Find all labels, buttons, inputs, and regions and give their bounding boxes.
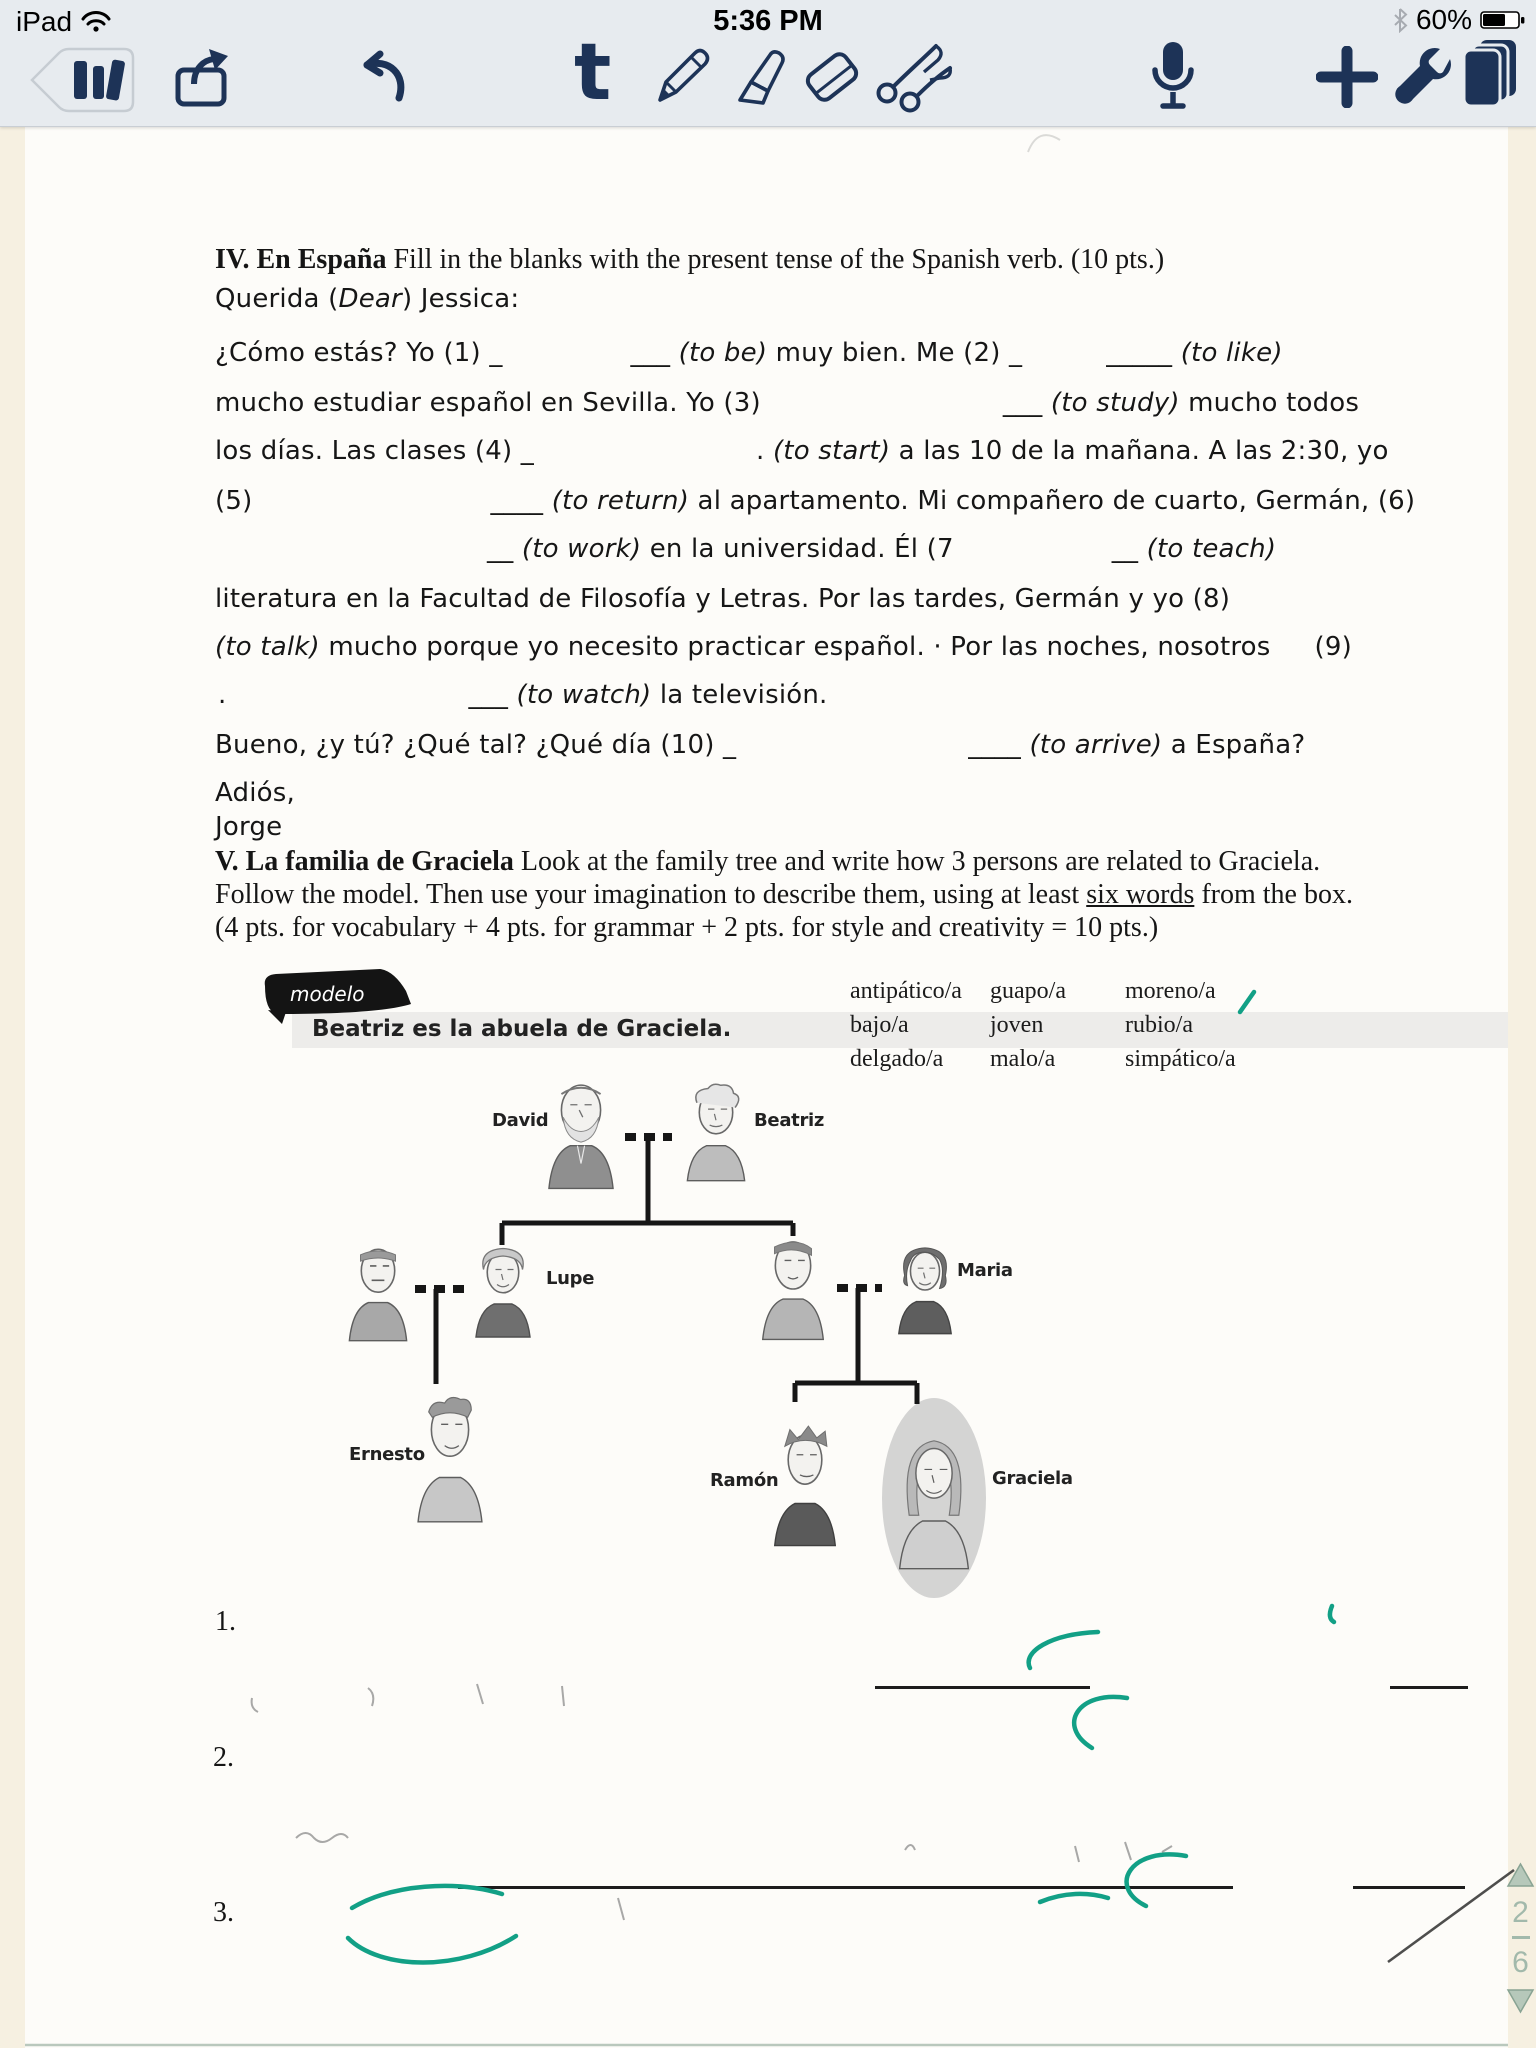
portrait-maria [893, 1231, 957, 1349]
tree-name-david: David [492, 1110, 549, 1131]
portrait-lupe [470, 1236, 536, 1348]
word: guapo/a [990, 978, 1066, 1004]
answer-item-1: 1. [215, 1606, 236, 1637]
microphone-icon[interactable] [1146, 38, 1200, 114]
portrait-ramon [768, 1400, 842, 1570]
answer-item-2: 2. [213, 1742, 234, 1773]
word: delgado/a [850, 1046, 944, 1072]
section-v-line3: (4 pts. for vocabulary + 4 pts. for grammar + 2 pts. for style and creativity = 10 pts.) [215, 912, 1159, 943]
tree-name-ramon: Ramón [710, 1470, 779, 1491]
letter-salutation: Querida (Dear) Jessica: [215, 284, 520, 314]
modelo-label: modelo [290, 982, 365, 1006]
battery-percent: 60% [1415, 4, 1472, 35]
model-sentence: Beatriz es la abuela de Graciela. [312, 1016, 732, 1042]
letter-line-7: (to talk) mucho porque yo necesito practicar español. · Por las noches, nosotros (9) [215, 632, 1352, 662]
letter-line-4: (5) ____ (to return) al apartamento. Mi compañero de cuarto, Germán, (6) [215, 486, 1416, 516]
answer-line [875, 1686, 1090, 1689]
clock: 5:36 PM [713, 5, 823, 37]
answer-line [1390, 1686, 1468, 1689]
answer-item-3: 3. [213, 1897, 234, 1928]
text-tool-icon[interactable]: t [574, 28, 612, 118]
wrench-icon[interactable] [1392, 44, 1456, 108]
total-pages-number: 6 [1512, 1946, 1529, 1979]
page-number-divider [1512, 1936, 1530, 1939]
battery-icon [1480, 8, 1526, 32]
word: simpático/a [1125, 1046, 1236, 1072]
answer-line [1353, 1886, 1465, 1889]
answer-line [458, 1886, 1233, 1889]
tree-name-lupe: Lupe [546, 1268, 595, 1289]
word: rubio/a [1125, 1012, 1193, 1038]
tree-name-maria: Maria [957, 1260, 1013, 1281]
section-v-heading: V. La familia de Graciela Look at the family tree and write how 3 persons are related to Graciela. [215, 846, 1321, 877]
tree-name-graciela: Graciela [992, 1468, 1073, 1489]
page-navigator [1505, 1862, 1536, 2019]
toolbar-chrome [0, 0, 1536, 127]
highlighter-icon[interactable] [726, 44, 794, 110]
tree-name-ernesto: Ernesto [349, 1444, 425, 1465]
section-v-line2: Follow the model. Then use your imagination to describe them, using at least six words from the box. [215, 879, 1353, 910]
pencil-icon[interactable] [650, 44, 716, 110]
letter-line-6: literatura en la Facultad de Filosofía y Letras. Por las tardes, Germán y yo (8) [215, 584, 1231, 614]
portrait-david [541, 1078, 621, 1192]
letter-signature: Jorge [215, 812, 283, 842]
undo-icon[interactable] [352, 50, 414, 110]
page-down-icon[interactable] [1506, 1988, 1535, 2014]
portrait-husband-of-maria [756, 1231, 830, 1347]
scissors-icon[interactable] [872, 40, 962, 116]
portrait-graciela [892, 1412, 976, 1588]
word: bajo/a [850, 1012, 909, 1038]
current-page-number: 2 [1512, 1896, 1529, 1929]
add-page-icon[interactable] [1316, 46, 1378, 108]
status-bar [0, 0, 1536, 40]
portrait-beatriz [681, 1072, 751, 1194]
tree-name-beatriz: Beatriz [754, 1110, 825, 1131]
share-icon[interactable] [170, 46, 234, 112]
pages-icon[interactable] [1462, 38, 1520, 110]
portrait-husband-of-lupe [343, 1236, 413, 1350]
letter-line-3: los días. Las clases (4) _ . (to start) a las 10 de la mañana. A las 2:30, yo [215, 436, 1389, 466]
word: antipático/a [850, 978, 962, 1004]
eraser-icon[interactable] [800, 46, 864, 110]
letter-line-1: ¿Cómo estás? Yo (1) _ ___ (to be) muy bien. Me (2) _ _____ (to like) [215, 338, 1283, 368]
word: malo/a [990, 1046, 1056, 1072]
letter-line-8: . ___ (to watch) la televisión. [218, 680, 828, 710]
page-up-icon[interactable] [1506, 1862, 1535, 1888]
letter-line-2: mucho estudiar español en Sevilla. Yo (3) ___ (to study) mucho todos [215, 388, 1360, 418]
word: joven [990, 1012, 1044, 1038]
letter-line-5: __ (to work) en la universidad. Él (7 __ (to teach) [487, 534, 1277, 564]
library-back-button[interactable] [22, 44, 140, 116]
letter-closing: Adiós, [215, 778, 295, 808]
status-right [1393, 4, 1526, 36]
letter-line-9: Bueno, ¿y tú? ¿Qué tal? ¿Qué día (10) _ ____ (to arrive) a España? [215, 730, 1306, 760]
bluetooth-icon [1393, 7, 1408, 33]
adjective-word-box [850, 978, 1236, 1073]
section-iv-heading: IV. En España Fill in the blanks with the present tense of the Spanish verb. (10 pts.) [215, 244, 1165, 275]
device-label: iPad [16, 6, 73, 37]
word: moreno/a [1125, 978, 1216, 1004]
